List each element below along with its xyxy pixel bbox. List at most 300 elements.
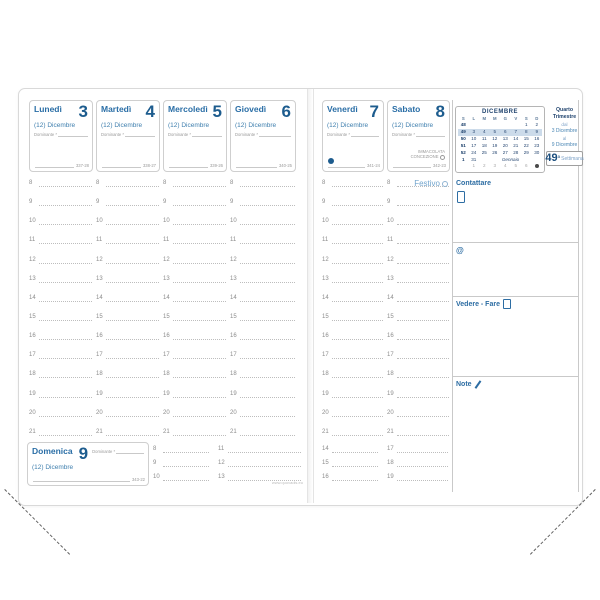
hour-line bbox=[240, 416, 295, 417]
hour-line bbox=[332, 282, 383, 283]
hour-line bbox=[397, 282, 449, 283]
day-header-lunedì bbox=[29, 100, 93, 172]
hour-row bbox=[387, 423, 450, 442]
hour-line bbox=[228, 452, 301, 453]
day-of-year: 339-26 bbox=[209, 163, 223, 168]
sunday-header bbox=[27, 442, 149, 486]
next-month-icon-cell bbox=[532, 163, 543, 170]
day-cell: 9 bbox=[532, 129, 543, 136]
day-cell: 16 bbox=[534, 135, 540, 141]
hour-line bbox=[332, 224, 383, 225]
hour-line bbox=[397, 435, 449, 436]
hour-row bbox=[322, 308, 384, 327]
hour-label: 9 bbox=[230, 199, 234, 206]
hour-row bbox=[96, 327, 160, 346]
hour-label: 9 bbox=[387, 199, 391, 206]
hour-row bbox=[230, 251, 296, 270]
writing-line bbox=[116, 449, 144, 454]
day-month: (12) Dicembre bbox=[34, 122, 76, 130]
day-of-year: 342-23 bbox=[432, 163, 446, 168]
day-hours-martedì bbox=[96, 174, 160, 442]
hour-row bbox=[163, 251, 227, 270]
day-header-martedì bbox=[96, 100, 160, 172]
hour-line bbox=[39, 339, 92, 340]
hour-row bbox=[387, 444, 449, 458]
hour-label: 16 bbox=[322, 474, 329, 480]
hour-line bbox=[332, 339, 383, 340]
hour-line bbox=[106, 358, 159, 359]
day-field-label: Dominante * bbox=[92, 449, 116, 454]
day-cell: 22 bbox=[523, 142, 529, 148]
hour-row bbox=[322, 251, 384, 270]
day-cell: 24 bbox=[471, 149, 477, 155]
day-cell: 4 bbox=[479, 129, 490, 136]
hour-label: 12 bbox=[163, 256, 170, 263]
hour-row bbox=[387, 404, 450, 423]
page-gutter-left-edge bbox=[307, 89, 308, 503]
hour-row bbox=[163, 423, 227, 442]
hour-label: 17 bbox=[163, 352, 170, 359]
holiday-line: CONCEZIONE bbox=[411, 154, 445, 160]
hour-line bbox=[332, 301, 383, 302]
minical-week-row bbox=[458, 143, 542, 150]
hour-label: 15 bbox=[96, 313, 103, 320]
hour-label: 16 bbox=[163, 333, 170, 340]
dow-label: S bbox=[461, 116, 465, 121]
day-number: 6 bbox=[281, 102, 291, 121]
hour-line bbox=[240, 282, 295, 283]
hour-line bbox=[332, 320, 383, 321]
hour-label: 20 bbox=[322, 409, 329, 416]
writing-line bbox=[58, 132, 88, 137]
hour-label: 16 bbox=[29, 333, 36, 340]
hour-line bbox=[173, 397, 226, 398]
hour-line bbox=[240, 339, 295, 340]
hour-label: 19 bbox=[163, 390, 170, 397]
hour-label: 10 bbox=[230, 218, 237, 225]
day-cell: 5 bbox=[490, 129, 501, 136]
day-field-label: Dominante * bbox=[235, 132, 259, 138]
hour-line bbox=[397, 205, 449, 206]
day-number: 9 bbox=[78, 444, 89, 463]
day-field bbox=[231, 129, 295, 137]
hour-label: 19 bbox=[96, 390, 103, 397]
hour-label: 15 bbox=[387, 313, 394, 320]
hour-row bbox=[230, 289, 296, 308]
note-label: Note bbox=[456, 381, 472, 388]
hour-row bbox=[322, 346, 384, 365]
section-label-note bbox=[456, 380, 478, 389]
range-from: 3 Dicembre bbox=[551, 127, 578, 134]
hour-row bbox=[29, 404, 93, 423]
hour-row bbox=[218, 458, 302, 472]
hour-label: 17 bbox=[96, 352, 103, 359]
hour-label: 18 bbox=[29, 371, 36, 378]
hour-label: 20 bbox=[96, 409, 103, 416]
hour-label: 9 bbox=[322, 199, 326, 206]
hour-label: 14 bbox=[387, 294, 394, 301]
day-of-year: 341-24 bbox=[366, 163, 380, 168]
hour-label: 14 bbox=[322, 294, 329, 301]
writing-line bbox=[169, 163, 208, 168]
hour-label: 11 bbox=[322, 237, 329, 244]
minical-nextmonth-row bbox=[458, 163, 542, 170]
mini-calendar bbox=[455, 106, 545, 173]
hour-label: 19 bbox=[322, 390, 329, 397]
writing-line bbox=[192, 132, 222, 137]
writing-line bbox=[236, 163, 277, 168]
sunday-footer-row bbox=[32, 477, 145, 482]
range-to: 9 Dicembre bbox=[551, 141, 578, 148]
writing-line bbox=[125, 132, 155, 137]
hour-row bbox=[153, 458, 210, 472]
day-month: (12) Dicembre bbox=[101, 122, 143, 130]
hour-row bbox=[29, 385, 93, 404]
hour-label: 8 bbox=[387, 180, 391, 186]
dow-label: M bbox=[482, 116, 487, 121]
writing-line bbox=[393, 163, 431, 168]
dow-label: M bbox=[492, 116, 497, 121]
sunday-hours-group-3 bbox=[387, 444, 449, 486]
day-number: 4 bbox=[145, 102, 155, 121]
hour-row bbox=[230, 385, 296, 404]
hour-line bbox=[39, 205, 92, 206]
hour-row bbox=[322, 193, 384, 212]
quarter-title: Quarto Trimestre bbox=[552, 107, 577, 120]
hour-line bbox=[106, 339, 159, 340]
hour-label: 9 bbox=[96, 199, 100, 206]
hour-line bbox=[332, 263, 383, 264]
next-month-day: 1 bbox=[472, 163, 476, 169]
hour-line bbox=[173, 435, 226, 436]
day-cell: 25 bbox=[481, 149, 487, 155]
hour-row bbox=[322, 404, 384, 423]
hour-row bbox=[230, 346, 296, 365]
hour-row bbox=[163, 193, 227, 212]
hour-line bbox=[39, 301, 92, 302]
day-cell: 29 bbox=[523, 149, 529, 155]
week-number: 49 bbox=[545, 152, 558, 165]
day-cell: 10 bbox=[471, 135, 477, 141]
day-number: 7 bbox=[369, 102, 379, 121]
hour-label: 21 bbox=[96, 428, 103, 435]
hour-label: 15 bbox=[163, 313, 170, 320]
week-number: 48 bbox=[460, 122, 466, 127]
dow-label: G bbox=[503, 116, 507, 121]
week-number: 50 bbox=[460, 135, 466, 141]
day-cell bbox=[511, 122, 522, 129]
hour-label: 8 bbox=[322, 180, 326, 186]
hour-label: 16 bbox=[96, 333, 103, 340]
hour-row bbox=[29, 327, 93, 346]
hour-label: 11 bbox=[29, 237, 36, 244]
day-cell: 14 bbox=[513, 135, 519, 141]
day-of-year: 343-22 bbox=[131, 477, 145, 482]
hour-line bbox=[332, 416, 383, 417]
hour-line bbox=[397, 377, 449, 378]
hour-row bbox=[322, 385, 384, 404]
hour-row bbox=[218, 444, 302, 458]
next-month-day: 4 bbox=[503, 163, 507, 169]
hour-label: 13 bbox=[29, 275, 36, 282]
hour-row bbox=[163, 308, 227, 327]
hour-line bbox=[106, 435, 159, 436]
hour-row bbox=[153, 444, 210, 458]
hour-label: 13 bbox=[230, 275, 237, 282]
hour-line bbox=[39, 397, 92, 398]
hour-row bbox=[29, 423, 93, 442]
hour-label: 14 bbox=[230, 294, 237, 301]
hour-label: 8 bbox=[96, 180, 100, 186]
hour-line bbox=[106, 282, 159, 283]
hour-label: 20 bbox=[29, 409, 36, 416]
dow-label: S bbox=[524, 116, 528, 121]
hour-label: 18 bbox=[387, 460, 394, 466]
quarter-block bbox=[546, 107, 583, 166]
hour-row bbox=[230, 231, 296, 250]
hour-line bbox=[106, 263, 159, 264]
hour-line bbox=[397, 339, 449, 340]
hour-row bbox=[29, 231, 93, 250]
hour-row bbox=[387, 327, 450, 346]
hour-label: 15 bbox=[322, 313, 329, 320]
day-header-venerdì bbox=[322, 100, 384, 172]
contattare-label: Contattare bbox=[456, 180, 492, 187]
hour-line bbox=[332, 480, 378, 481]
section-divider bbox=[453, 376, 578, 377]
day-number: 8 bbox=[435, 102, 445, 121]
hour-label: 15 bbox=[29, 313, 36, 320]
dow-label: D bbox=[535, 116, 539, 121]
day-cell: 23 bbox=[534, 142, 540, 148]
hour-row bbox=[29, 308, 93, 327]
hour-line bbox=[332, 358, 383, 359]
hour-label: 10 bbox=[153, 474, 160, 480]
hour-row bbox=[29, 365, 93, 384]
hour-line bbox=[240, 263, 295, 264]
email-at-icon: @ bbox=[456, 246, 464, 255]
hour-row bbox=[163, 270, 227, 289]
hour-line bbox=[397, 263, 449, 264]
hour-line bbox=[397, 466, 448, 467]
hour-line bbox=[240, 301, 295, 302]
minical-week-row bbox=[458, 157, 542, 164]
hour-row bbox=[163, 231, 227, 250]
dow-label: V bbox=[514, 116, 518, 121]
hour-row bbox=[163, 212, 227, 231]
day-hours-mercoledì bbox=[163, 174, 227, 442]
day-cell: 17 bbox=[471, 142, 477, 148]
section-label-contattare bbox=[456, 180, 491, 187]
hour-line bbox=[240, 377, 295, 378]
hour-row bbox=[322, 174, 384, 193]
hour-label: 9 bbox=[163, 199, 167, 206]
week-number: 52 bbox=[460, 149, 466, 155]
day-cell bbox=[500, 122, 511, 129]
week-number-box bbox=[546, 151, 583, 166]
day-field bbox=[323, 129, 383, 137]
day-field-label: Dominante * bbox=[101, 132, 125, 138]
hour-row bbox=[153, 472, 210, 486]
day-cell: 18 bbox=[481, 142, 487, 148]
hour-row bbox=[387, 308, 450, 327]
week-number: 49 bbox=[458, 129, 469, 136]
day-month: (12) Dicembre bbox=[235, 122, 277, 130]
hour-line bbox=[163, 480, 209, 481]
hour-line bbox=[106, 205, 159, 206]
writing-line bbox=[33, 477, 130, 482]
day-name: Martedì bbox=[101, 104, 132, 114]
range-dal: dal bbox=[561, 122, 568, 127]
hour-line bbox=[240, 186, 295, 187]
day-cell: 7 bbox=[511, 129, 522, 136]
hour-line bbox=[397, 301, 449, 302]
week-word: Settimana bbox=[561, 156, 584, 162]
hour-row bbox=[29, 251, 93, 270]
hour-line bbox=[240, 358, 295, 359]
hour-row bbox=[322, 327, 384, 346]
day-field bbox=[92, 446, 144, 454]
section-divider bbox=[453, 242, 578, 243]
hour-label: 21 bbox=[387, 428, 394, 435]
sunday-hours-group-2 bbox=[322, 444, 379, 486]
minical-week-row bbox=[458, 136, 542, 143]
sunday-hours-group-0 bbox=[153, 444, 210, 486]
day-header-mercoledì bbox=[163, 100, 227, 172]
hour-line bbox=[397, 320, 449, 321]
hour-line bbox=[163, 466, 209, 467]
minical-week-row bbox=[458, 122, 542, 129]
festivo-icon bbox=[442, 181, 448, 187]
day-cell: 12 bbox=[492, 135, 498, 141]
day-field bbox=[97, 129, 159, 137]
hour-row bbox=[96, 365, 160, 384]
day-field-label: Dominante * bbox=[168, 132, 192, 138]
hour-line bbox=[173, 416, 226, 417]
day-name: Sabato bbox=[392, 104, 421, 114]
hour-label: 11 bbox=[387, 237, 394, 244]
hour-line bbox=[173, 243, 226, 244]
hour-row bbox=[96, 308, 160, 327]
hour-row bbox=[387, 231, 450, 250]
clipboard-icon bbox=[503, 299, 511, 309]
hour-row bbox=[29, 270, 93, 289]
day-hours-lunedì bbox=[29, 174, 93, 442]
hour-line bbox=[39, 224, 92, 225]
day-field-label: Dominante * bbox=[34, 132, 58, 138]
section-label-vedere-fare bbox=[456, 299, 511, 309]
day-name: Lunedì bbox=[34, 104, 62, 114]
hour-row bbox=[96, 212, 160, 231]
hour-row bbox=[230, 193, 296, 212]
hour-line bbox=[39, 416, 92, 417]
hour-label: 11 bbox=[163, 237, 170, 244]
hour-row bbox=[230, 327, 296, 346]
hour-row bbox=[387, 289, 450, 308]
hour-line bbox=[332, 452, 378, 453]
hour-label: 10 bbox=[29, 218, 36, 225]
hour-label: 11 bbox=[230, 237, 237, 244]
hour-label: 17 bbox=[387, 446, 394, 452]
day-of-year: 337-28 bbox=[75, 163, 89, 168]
week-number bbox=[458, 163, 469, 170]
day-hours-giovedì bbox=[230, 174, 296, 442]
hour-row bbox=[163, 404, 227, 423]
next-month-day: 6 bbox=[524, 163, 528, 169]
hour-line bbox=[332, 466, 378, 467]
hour-label: 13 bbox=[387, 275, 394, 282]
festivo-text: Festivo bbox=[414, 179, 440, 188]
sunday-header-row bbox=[28, 443, 148, 462]
hour-line bbox=[240, 205, 295, 206]
hour-row bbox=[322, 231, 384, 250]
day-cell: 2 bbox=[535, 122, 539, 127]
hour-label: 12 bbox=[29, 256, 36, 263]
hour-line bbox=[173, 263, 226, 264]
hour-line bbox=[106, 397, 159, 398]
day-month: (12) Dicembre bbox=[32, 464, 74, 472]
next-month-day: 2 bbox=[482, 163, 486, 169]
mini-calendar-grid bbox=[458, 116, 542, 170]
hour-row bbox=[230, 404, 296, 423]
hour-label: 14 bbox=[163, 294, 170, 301]
hour-label: 21 bbox=[230, 428, 237, 435]
hour-label: 10 bbox=[322, 218, 329, 225]
hour-line bbox=[106, 243, 159, 244]
day-cell: 31 bbox=[471, 156, 477, 162]
hour-label: 15 bbox=[322, 460, 329, 466]
day-cell: 27 bbox=[502, 149, 508, 155]
day-month: (12) Dicembre bbox=[327, 122, 369, 130]
hour-line bbox=[173, 320, 226, 321]
hour-label: 8 bbox=[153, 446, 157, 452]
week-number: 51 bbox=[460, 142, 466, 148]
hour-line bbox=[173, 377, 226, 378]
hour-row bbox=[387, 385, 450, 404]
range-al: al bbox=[562, 136, 567, 141]
hour-row bbox=[322, 270, 384, 289]
hour-line bbox=[240, 435, 295, 436]
hour-line bbox=[106, 377, 159, 378]
writing-line bbox=[328, 163, 365, 168]
hour-row bbox=[163, 385, 227, 404]
hour-label: 11 bbox=[218, 446, 225, 452]
hour-label: 19 bbox=[29, 390, 36, 397]
hour-row bbox=[96, 404, 160, 423]
day-header-giovedì bbox=[230, 100, 296, 172]
hour-line bbox=[173, 339, 226, 340]
day-number: 5 bbox=[212, 102, 222, 121]
footer-url: www.quovadis.eu bbox=[271, 480, 303, 485]
hour-line bbox=[173, 224, 226, 225]
hour-label: 16 bbox=[322, 333, 329, 340]
dow-label: L bbox=[472, 116, 476, 121]
hour-line bbox=[397, 480, 448, 481]
day-name: Mercoledì bbox=[168, 104, 208, 114]
hour-line bbox=[39, 377, 92, 378]
hour-label: 10 bbox=[96, 218, 103, 225]
hour-line bbox=[39, 263, 92, 264]
day-cell bbox=[469, 122, 480, 129]
hour-label: 11 bbox=[96, 237, 103, 244]
day-field-label: Dominante * bbox=[327, 132, 351, 138]
hour-line bbox=[173, 282, 226, 283]
hour-line bbox=[39, 243, 92, 244]
hour-label: 17 bbox=[29, 352, 36, 359]
hour-label: 18 bbox=[230, 371, 237, 378]
hour-row bbox=[387, 270, 450, 289]
day-cell: 21 bbox=[513, 142, 519, 148]
